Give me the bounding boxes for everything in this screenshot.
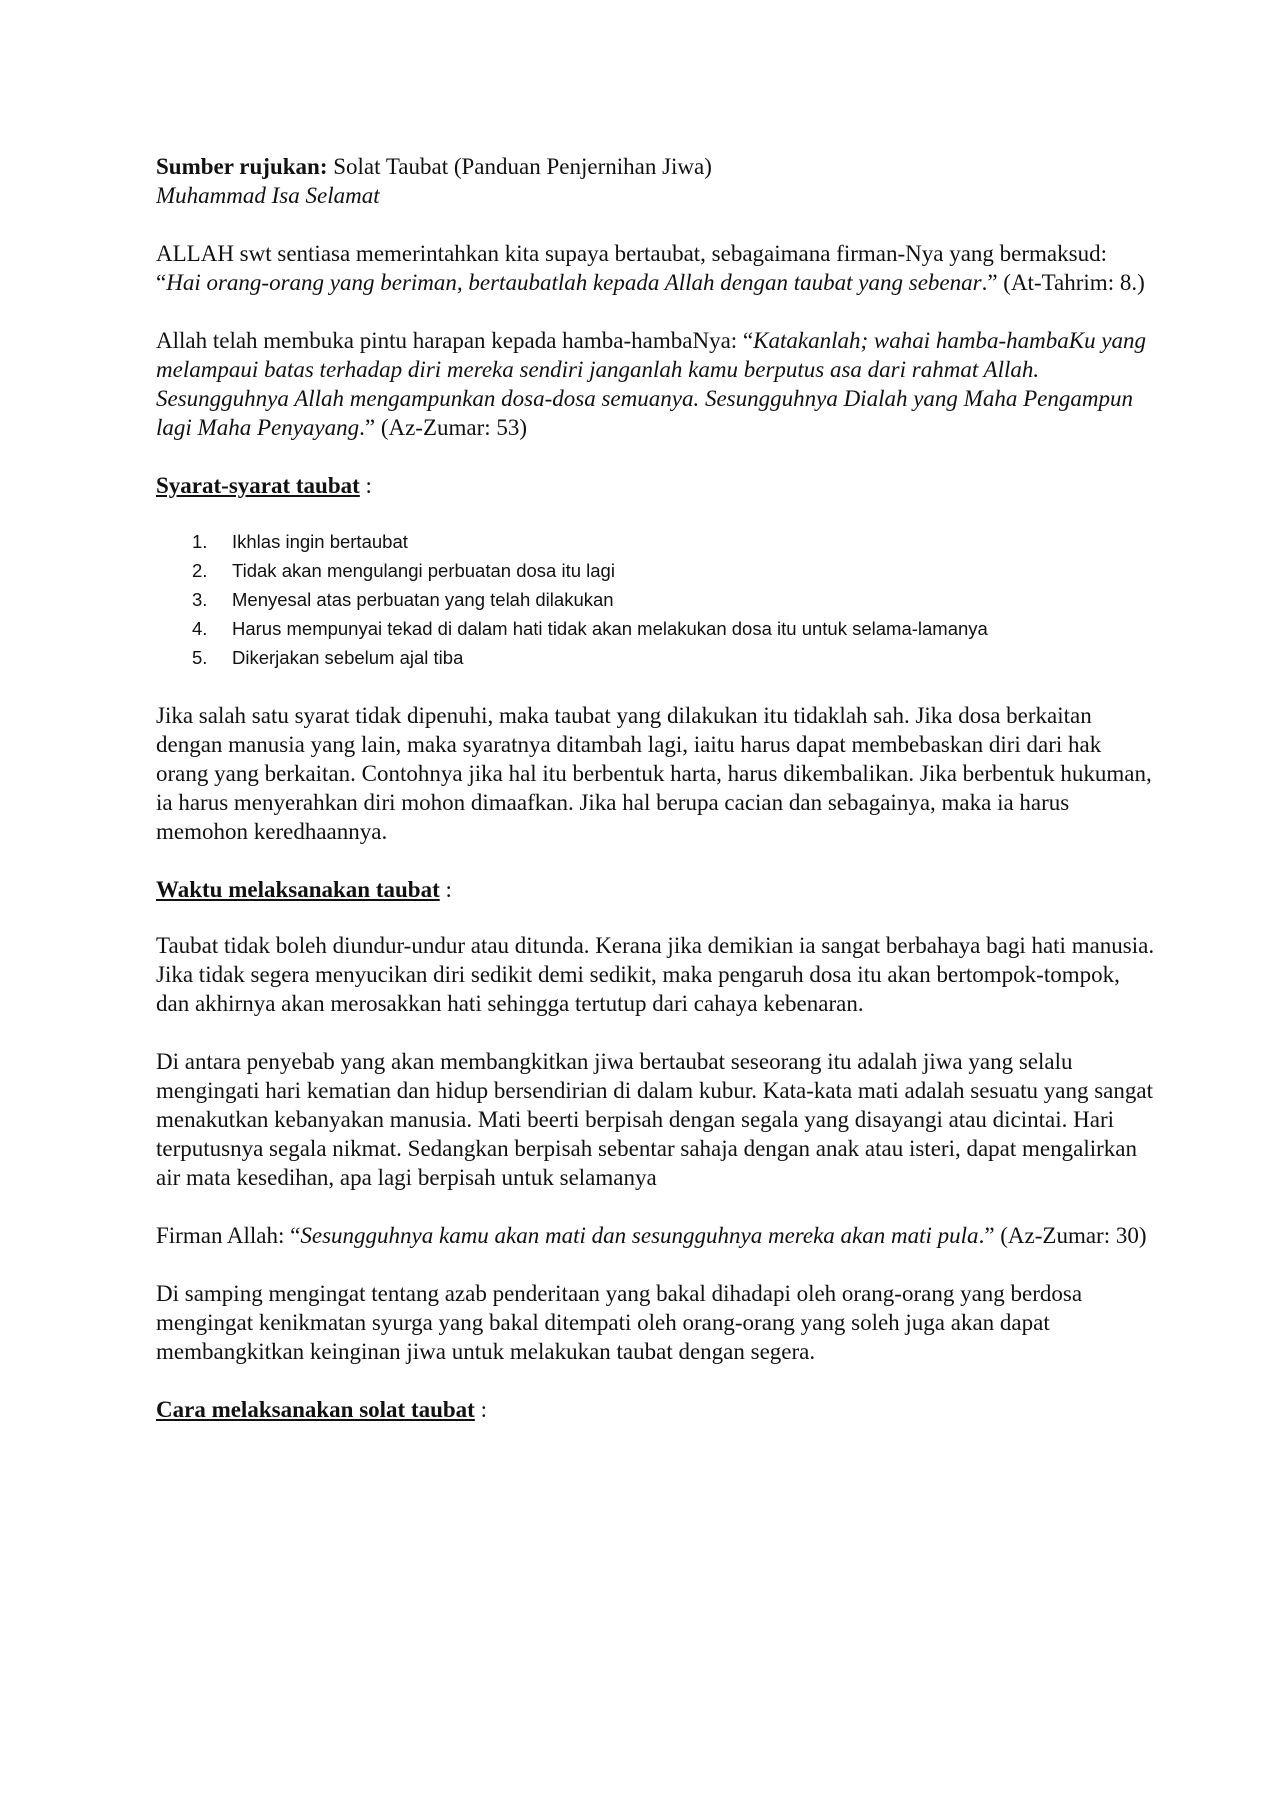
heading-text: Waktu melaksanakan taubat [156,877,440,902]
section-heading-timing [156,875,1156,904]
hope-quote: Katakanlah; wahai hamba-hambaKu yang melampaui batas terhadap diri mereka sendiri janganlah kamu berputus asa dari rahmat Allah. Sesungguhnya Allah mengampunkan dosa-dosa semuanya. Sesungguhnya Dialah yang Maha Pengampun lagi Maha Penyayang [156,328,1147,440]
heading-text: Cara melaksanakan solat taubat [156,1397,475,1422]
list-item-number: 1. [192,531,208,552]
list-item-text: Tidak akan mengulangi perbuatan dosa itu lagi [232,560,615,581]
list-item-text: Menyesal atas perbuatan yang telah dilakukan [232,589,614,610]
intro-lead: ALLAH swt sentiasa memerintahkan kita supaya bertaubat, sebagaimana firman-Nya yang bermaksud: “ [156,241,1107,295]
list-item-text: Dikerjakan sebelum ajal tiba [232,647,464,668]
heading-colon: : [474,1397,487,1422]
intro-citation: .” (At-Tahrim: 8.) [981,270,1145,295]
list-item-text: Ikhlas ingin bertaubat [232,531,408,552]
list-item [156,585,1156,614]
verse-citation: .” (Az-Zumar: 30) [978,1223,1147,1248]
reference-block [156,152,1156,210]
section-heading-method [156,1395,1156,1424]
list-item-text: Harus mempunyai tekad di dalam hati tidak akan melakukan dosa itu untuk selama-lamanya [232,618,988,639]
list-item-number: 5. [192,647,208,668]
heading-colon: : [359,473,372,498]
verse-lead: Firman Allah: “ [156,1223,301,1248]
list-item-number: 2. [192,560,208,581]
list-item [156,527,1156,556]
hope-paragraph [156,326,1156,442]
document-page [156,152,1156,1451]
verse-quote: Sesungguhnya kamu akan mati dan sesungguhnya mereka akan mati pula [300,1223,979,1248]
timing-paragraph-1: Taubat tidak boleh diundur-undur atau ditunda. Kerana jika demikian ia sangat berbahaya bagi hati manusia. Jika tidak segera menyucikan diri sedikit demi sedikit, maka pengaruh dosa itu akan bertompok-tompok, dan akhirnya akan merosakkan hati sehingga tertutup dari cahaya kebenaran. [156,933,1155,1016]
reference-title: Solat Taubat (Panduan Penjernihan Jiwa) [333,154,712,179]
list-item-number: 4. [192,618,208,639]
reference-author: Muhammad Isa Selamat [156,183,380,208]
reference-label: Sumber rujukan: [156,154,328,179]
verse-paragraph [156,1221,1156,1250]
conditions-explanation: Jika salah satu syarat tidak dipenuhi, maka taubat yang dilakukan itu tidaklah sah. Jika dosa berkaitan dengan manusia yang lain, maka syaratnya ditambah lagi, iaitu harus dapat membebaskan diri dari hak orang yang berkaitan. Contohnya jika hal itu berbentuk harta, harus dikembalikan. Jika berbentuk hukuman, ia harus menyerahkan diri mohon dimaafkan. Jika hal berupa cacian dan sebagainya, maka ia harus memohon keredhaannya. [156,703,1152,844]
heading-colon: : [439,877,452,902]
section-heading-conditions [156,471,1156,500]
heading-text: Syarat-syarat taubat [156,473,360,498]
conditions-list [156,527,1156,672]
timing-paragraph-3: Di samping mengingat tentang azab penderitaan yang bakal dihadapi oleh orang-orang yang berdosa mengingat kenikmatan syurga yang bakal ditempati oleh orang-orang yang soleh juga akan dapat membangkitkan keinginan jiwa untuk melakukan taubat dengan segera. [156,1281,1083,1364]
hope-lead: Allah telah membuka pintu harapan kepada hamba-hambaNya: “ [156,328,754,353]
timing-paragraph-2: Di antara penyebab yang akan membangkitkan jiwa bertaubat seseorang itu adalah jiwa yang selalu mengingati hari kematian dan hidup bersendirian di dalam kubur. Kata-kata mati adalah sesuatu yang sangat menakutkan kebanyakan manusia. Mati beerti berpisah dengan segala yang disayangi atau dicintai. Hari terputusnya segala nikmat. Sedangkan berpisah sebentar sahaja dengan anak atau isteri, dapat mengalirkan air mata kesedihan, apa lagi berpisah untuk selamanya [156,1049,1153,1190]
list-item [156,614,1156,643]
intro-paragraph [156,239,1156,297]
list-item [156,556,1156,585]
hope-citation: .” (Az-Zumar: 53) [359,415,528,440]
list-item-number: 3. [192,589,208,610]
intro-quote: Hai orang-orang yang beriman, bertaubatlah kepada Allah dengan taubat yang sebenar [166,270,982,295]
list-item [156,643,1156,672]
